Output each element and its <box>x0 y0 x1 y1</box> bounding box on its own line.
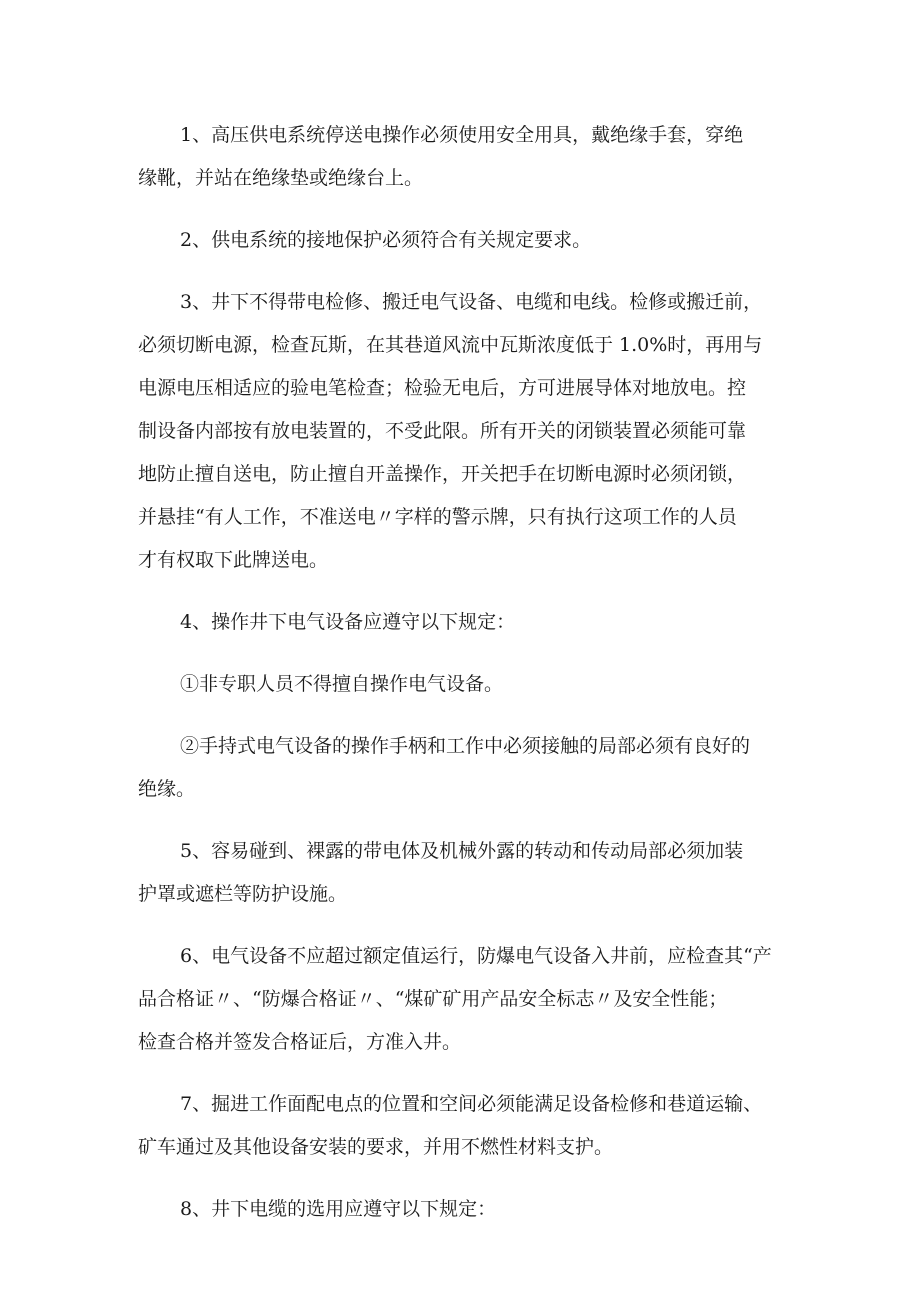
text-line: 8、井下电缆的选用应遵守以下规定： <box>180 1198 497 1220</box>
text-line: 5、容易碰到、裸露的带电体及机械外露的转动和传动局部必须加装 <box>180 840 744 862</box>
text-line: 制设备内部按有放电装置的，不受此限。所有开关的闭锁装置必须能可靠 <box>138 420 747 442</box>
text-line: 护罩或遮栏等防护设施。 <box>138 883 348 905</box>
text-line: 检查合格并签发合格证后，方准入井。 <box>138 1031 462 1053</box>
paragraph-7 <box>138 1083 803 1169</box>
text-line: 2、供电系统的接地保护必须符合有关规定要求。 <box>180 229 592 251</box>
text-line: ②手持式电气设备的操作手柄和工作中必须接触的局部必须有良好的 <box>180 735 751 757</box>
text-line: 电源电压相适应的验电笔检查；检验无电后，方可进展导体对地放电。控 <box>138 377 747 399</box>
paragraph-2 <box>138 219 803 262</box>
paragraph-3 <box>138 281 803 582</box>
text-line: 3、井下不得带电检修、搬迁电气设备、电缆和电线。检修或搬迁前， <box>180 291 763 313</box>
paragraph-5 <box>138 830 803 916</box>
text-line: 绝缘。 <box>138 778 196 800</box>
paragraph-4-item-1 <box>138 663 803 706</box>
text-line: 6、电气设备不应超过额定值运行，防爆电气设备入井前，应检查其“产 <box>180 945 772 967</box>
document-body <box>138 114 803 1250</box>
text-line: 才有权取下此牌送电。 <box>138 549 329 571</box>
paragraph-1 <box>138 114 803 200</box>
text-line: 缘靴，并站在绝缘垫或绝缘台上。 <box>138 167 424 189</box>
paragraph-6 <box>138 935 803 1064</box>
text-line: 1、高压供电系统停送电操作必须使用安全用具，戴绝缘手套，穿绝 <box>180 124 744 146</box>
text-line: 4、操作井下电气设备应遵守以下规定： <box>180 611 516 633</box>
paragraph-8 <box>138 1188 803 1231</box>
paragraph-4-item-2 <box>138 725 803 811</box>
text-line: 品合格证〃、“防爆合格证〃、“煤矿矿用产品安全标志〃及安全性能； <box>138 988 728 1010</box>
text-line: ①非专职人员不得擅自操作电气设备。 <box>180 673 504 695</box>
text-line: 矿车通过及其他设备安装的要求，并用不燃性材料支护。 <box>138 1136 614 1158</box>
text-line: 地防止擅自送电，防止擅自开盖操作，开关把手在切断电源时必须闭锁， <box>138 463 747 485</box>
text-line: 必须切断电源，检查瓦斯，在其巷道风流中瓦斯浓度低于 1.0%时，再用与 <box>138 334 763 356</box>
text-line: 并悬挂“有人工作，不准送电〃字样的警示牌，只有执行这项工作的人员 <box>138 506 737 528</box>
text-line: 7、掘进工作面配电点的位置和空间必须能满足设备检修和巷道运输、 <box>180 1093 763 1115</box>
paragraph-4 <box>138 601 803 644</box>
